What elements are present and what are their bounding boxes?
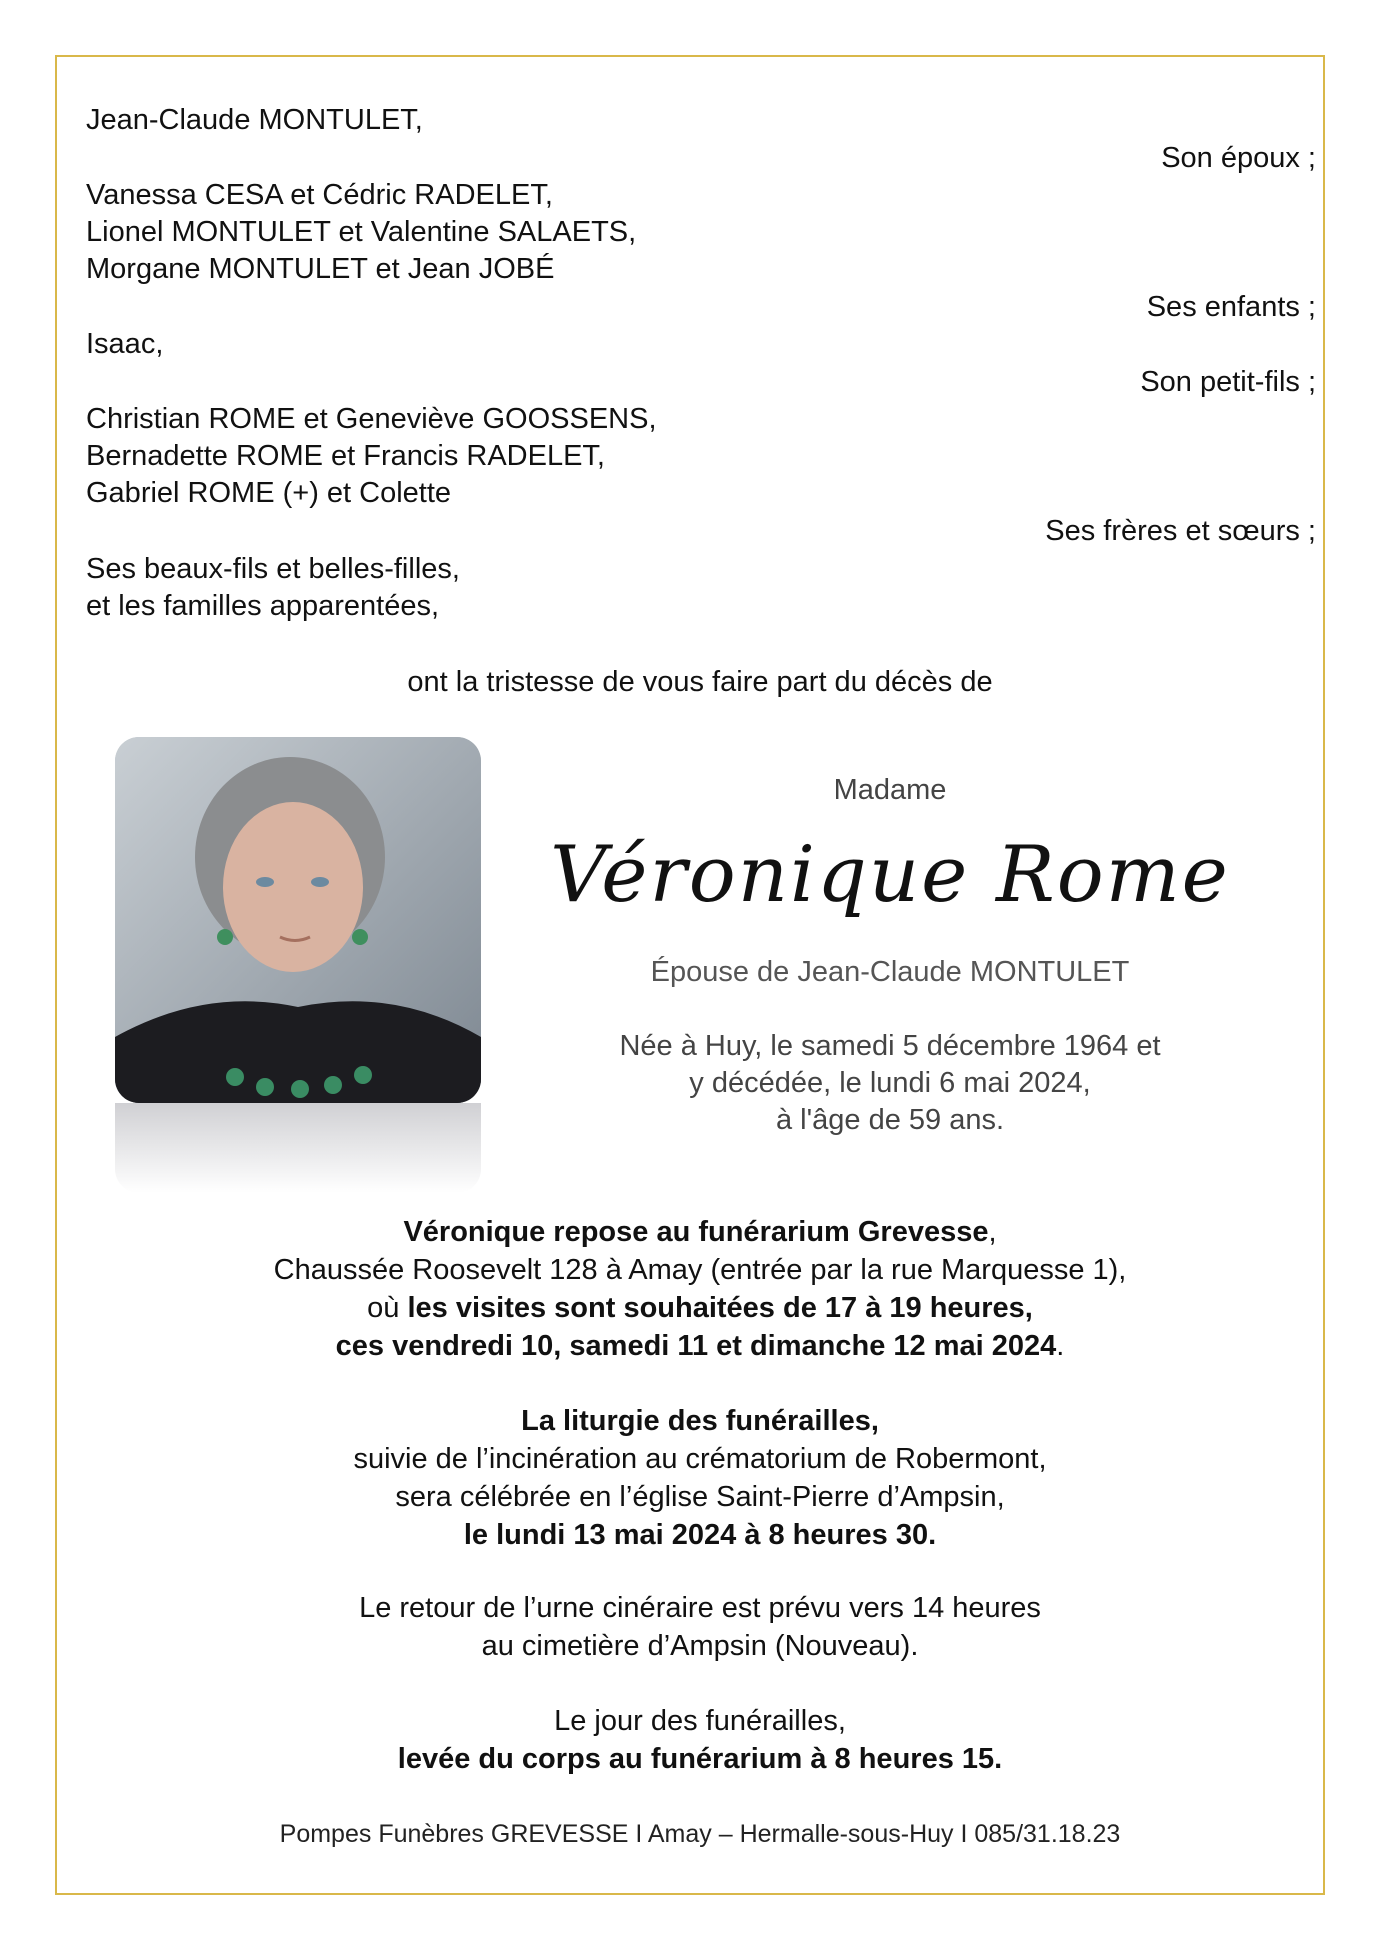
visitation-start-3: où (367, 1292, 408, 1324)
child-1: Vanessa CESA et Cédric RADELET, (86, 179, 553, 211)
grandchild: Isaac, (86, 328, 164, 360)
sibling-1: Christian ROME et Geneviève GOOSSENS, (86, 403, 657, 435)
urn-line-2: au cimetière d’Ampsin (Nouveau). (481, 1630, 919, 1662)
liturgy-line-1 (0, 1403, 1378, 1440)
birth-death-1: Née à Huy, le samedi 5 décembre 1964 et (619, 1030, 1161, 1062)
portrait-reflection (115, 1103, 481, 1193)
liturgy-bold-4: le lundi 13 mai 2024 à 8 heures 30. (463, 1519, 937, 1551)
deceased-name: Véronique Rome (550, 830, 1230, 920)
visitation-line-3 (0, 1290, 1378, 1327)
portrait-illustration (115, 737, 481, 1103)
urn-line-1: Le retour de l’urne cinéraire est prévu vers 14 heures (359, 1592, 1041, 1624)
others-2: et les familles apparentées, (86, 590, 440, 622)
spouse-name: Jean-Claude MONTULET, (86, 104, 423, 136)
spouse-label: Son époux ; (1161, 142, 1316, 174)
visitation-end-4: . (1056, 1330, 1065, 1362)
liturgy-bold-1: La liturgie des funérailles, (521, 1405, 879, 1437)
procession-line-2 (0, 1741, 1378, 1778)
footer-funeral-home: Pompes Funèbres GREVESSE I Amay – Hermalle-sous-Huy I 085/31.18.23 (279, 1820, 1121, 1848)
visitation-bold-3: les visites sont souhaitées de 17 à 19 heures, (407, 1292, 1033, 1324)
portrait-photo (115, 737, 481, 1103)
liturgy-line-3: sera célébrée en l’église Saint-Pierre d’Ampsin, (395, 1481, 1005, 1513)
liturgy-line-2: suivie de l’incinération au crématorium de Robermont, (353, 1443, 1047, 1475)
visitation-bold-4: ces vendredi 10, samedi 11 et dimanche 12 mai 2024 (335, 1330, 1057, 1362)
liturgy-line-4 (0, 1517, 1378, 1554)
announcement: ont la tristesse de vous faire part du décès de (407, 666, 993, 698)
birth-death-2: y décédée, le lundi 6 mai 2024, (689, 1067, 1091, 1099)
sibling-2: Bernadette ROME et Francis RADELET, (86, 440, 605, 472)
child-2: Lionel MONTULET et Valentine SALAETS, (86, 216, 637, 248)
procession-line-1: Le jour des funérailles, (554, 1705, 846, 1737)
birth-death-3: à l'âge de 59 ans. (775, 1104, 1005, 1136)
visitation-line-2: Chaussée Roosevelt 128 à Amay (entrée par la rue Marquesse 1), (273, 1254, 1127, 1286)
children-label: Ses enfants ; (1146, 291, 1316, 323)
child-3: Morgane MONTULET et Jean JOBÉ (86, 253, 555, 285)
siblings-label: Ses frères et sœurs ; (1045, 515, 1316, 547)
others-1: Ses beaux-fils et belles-filles, (86, 553, 460, 585)
spouse-line: Épouse de Jean-Claude MONTULET (650, 956, 1130, 988)
deceased-title: Madame (833, 774, 947, 806)
visitation-bold-1: Véronique repose au funérarium Grevesse (403, 1216, 989, 1248)
visitation-line-1 (0, 1214, 1378, 1251)
grandchild-label: Son petit-fils ; (1140, 366, 1316, 398)
visitation-end-1: , (988, 1216, 997, 1248)
sibling-3: Gabriel ROME (+) et Colette (86, 477, 452, 509)
procession-bold-2: levée du corps au funérarium à 8 heures 15. (397, 1743, 1003, 1775)
visitation-line-4 (0, 1328, 1378, 1365)
